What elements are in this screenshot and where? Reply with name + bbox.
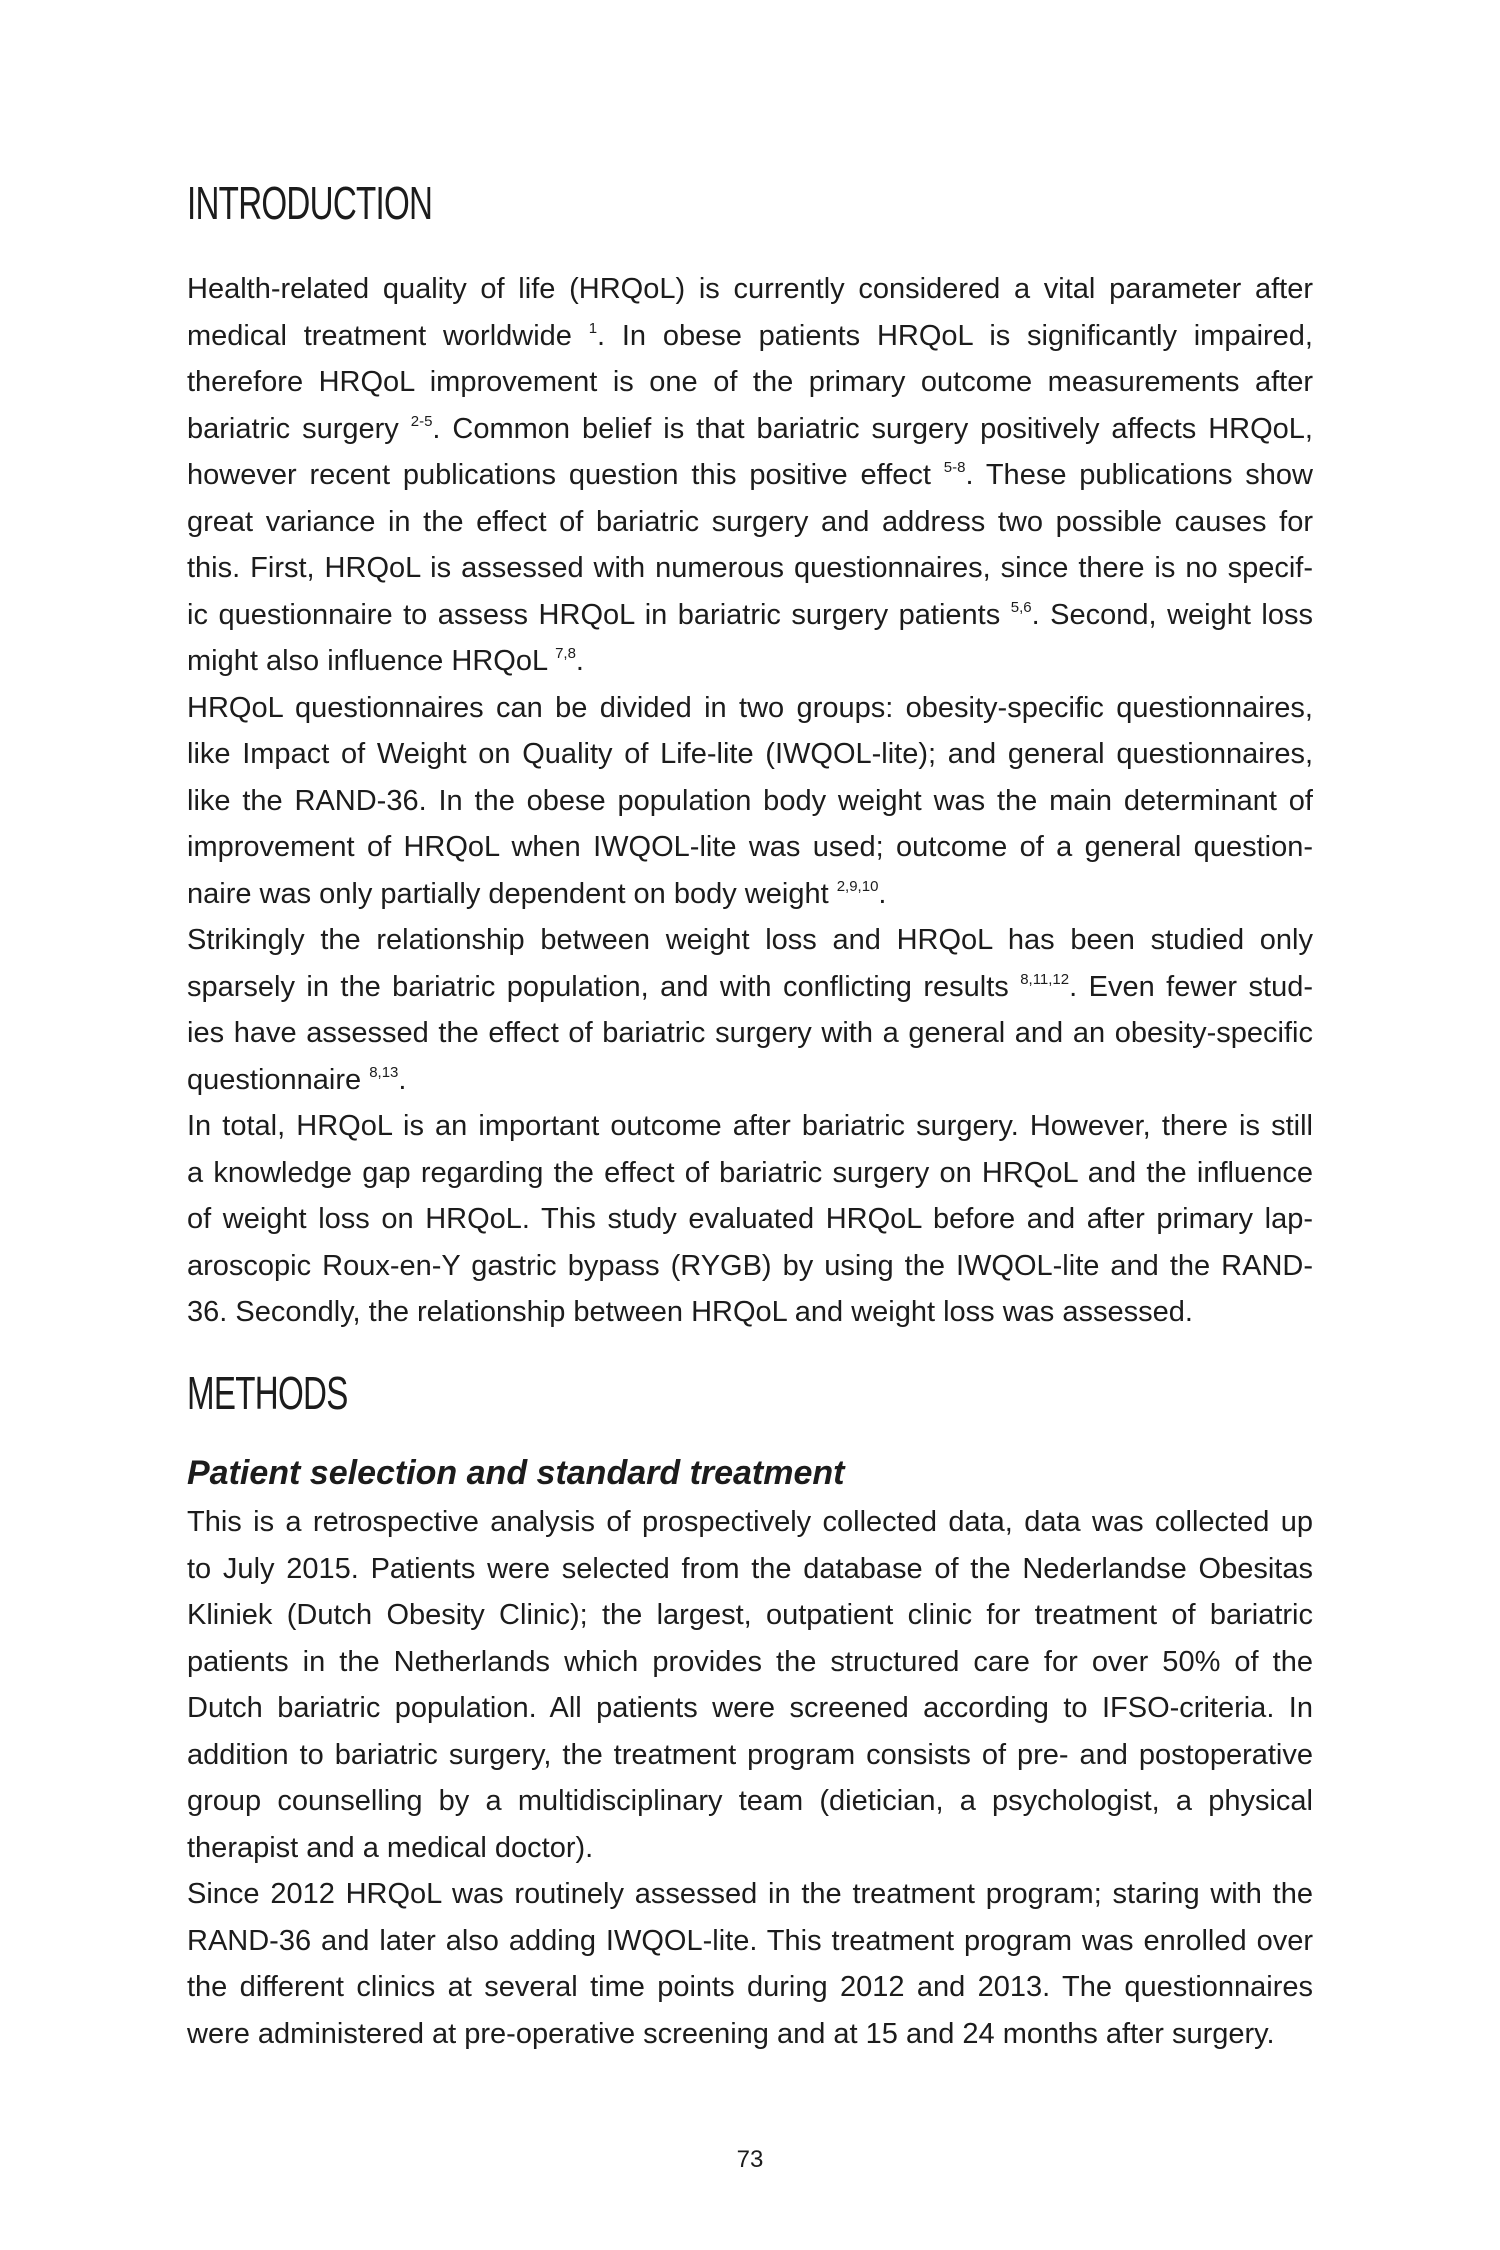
text-line — [187, 1057, 1313, 1104]
text-run: to July 2015. Patients were selected from the database of the Nederlandse Obesitas — [187, 1552, 1313, 1585]
text-run: RAND-36 and later also adding IWQOL-lite. This treatment program was enrolled over — [187, 1924, 1313, 1957]
text-run: improvement of HRQoL when IWQOL-lite was used; outcome of a general question- — [187, 831, 1313, 863]
text-line — [187, 1964, 1313, 2011]
introduction-body — [187, 266, 1313, 1336]
text-line — [187, 313, 1313, 360]
text-line — [187, 1685, 1313, 1732]
introduction-heading: INTRODUCTION — [187, 177, 433, 229]
text-run: . Even fewer stud- — [1069, 970, 1313, 1003]
text-run: . In obese patients HRQoL is significantly impaired, — [597, 319, 1313, 352]
text-run: bariatric surgery — [187, 412, 411, 445]
text-run: Since 2012 HRQoL was routinely assessed in the treatment program; staring with the — [187, 1878, 1313, 1910]
text-run: medical treatment worldwide — [187, 319, 589, 352]
text-run: patients in the Netherlands which provides the structured care for over 50% of the — [187, 1645, 1313, 1678]
text-line — [187, 871, 1313, 918]
text-run: HRQoL questionnaires can be divided in two groups: obesity-specific questionnaires, — [187, 691, 1313, 724]
text-run: . — [878, 877, 887, 910]
text-run: a knowledge gap regarding the effect of bariatric surgery on HRQoL and the influence — [187, 1156, 1313, 1189]
text-run: questionnaire — [187, 1063, 370, 1096]
text-run: the different clinics at several time points during 2012 and 2013. The questionnaires — [187, 1971, 1313, 2003]
text-run: ic questionnaire to assess HRQoL in bariatric surgery patients — [187, 598, 1011, 631]
text-line — [187, 266, 1313, 313]
text-line — [187, 1103, 1313, 1150]
text-line — [187, 1639, 1313, 1686]
text-line — [187, 685, 1313, 732]
text-run: this. First, HRQoL is assessed with numerous questionnaires, since there is no specif- — [187, 552, 1313, 584]
text-line — [187, 1592, 1313, 1639]
text-line — [187, 499, 1313, 546]
text-run: 36. Secondly, the relationship between HRQoL and weight loss was assessed. — [187, 1296, 1193, 1328]
text-run: great variance in the effect of bariatric surgery and address two possible causes for — [187, 505, 1313, 538]
text-line — [187, 917, 1313, 964]
citation-superscript: 2,9,10 — [836, 877, 879, 895]
citation-superscript: 1 — [588, 319, 598, 337]
text-run: addition to bariatric surgery, the treatment program consists of pre- and postoperative — [187, 1738, 1313, 1771]
text-run: In total, HRQoL is an important outcome after bariatric surgery. However, there is still — [187, 1110, 1313, 1142]
citation-superscript: 2-5 — [410, 412, 433, 430]
text-run: . — [575, 645, 584, 677]
text-run: therefore HRQoL improvement is one of the primary outcome measurements after — [187, 366, 1313, 398]
text-line — [187, 1196, 1313, 1243]
text-run: naire was only partially dependent on body weight — [187, 877, 837, 910]
text-run: might also influence HRQoL — [187, 645, 556, 677]
text-run: . Second, weight loss — [1031, 598, 1313, 631]
text-line — [187, 545, 1313, 592]
text-line — [187, 1499, 1313, 1546]
text-run: of weight loss on HRQoL. This study evaluated HRQoL before and after primary lap- — [187, 1203, 1313, 1235]
text-line — [187, 1732, 1313, 1779]
text-line — [187, 1150, 1313, 1197]
patient-selection-subheading: Patient selection and standard treatment — [187, 1454, 845, 1492]
text-line — [187, 1825, 1313, 1872]
text-run: Strikingly the relationship between weight loss and HRQoL has been studied only — [187, 924, 1313, 956]
methods-body — [187, 1499, 1313, 2057]
text-line — [187, 452, 1313, 499]
citation-superscript: 5-8 — [943, 459, 966, 476]
text-line — [187, 1010, 1313, 1057]
text-run: group counselling by a multidisciplinary team (dietician, a psychologist, a physical — [187, 1785, 1313, 1817]
text-run: sparsely in the bariatric population, and with conflicting results — [187, 970, 1021, 1003]
text-line — [187, 1243, 1313, 1290]
text-run: like Impact of Weight on Quality of Life-lite (IWQOL-lite); and general questionnaires, — [187, 738, 1313, 770]
text-line — [187, 1546, 1313, 1593]
text-line — [187, 778, 1313, 825]
text-line — [187, 406, 1313, 453]
citation-superscript: 7,8 — [555, 645, 576, 662]
text-run: aroscopic Roux-en-Y gastric bypass (RYGB) by using the IWQOL-lite and the RAND- — [187, 1249, 1313, 1282]
text-run: therapist and a medical doctor). — [187, 1831, 594, 1864]
text-line — [187, 964, 1313, 1011]
text-run: however recent publications question this positive effect — [187, 459, 944, 491]
text-line — [187, 1778, 1313, 1825]
page-number: 73 — [736, 2146, 764, 2173]
text-run: Dutch bariatric population. All patients were screened according to IFSO-criteria. In — [187, 1692, 1313, 1724]
citation-superscript: 5,6 — [1010, 598, 1032, 616]
text-run: This is a retrospective analysis of prospectively collected data, data was collected up — [187, 1506, 1313, 1538]
text-run: like the RAND-36. In the obese population body weight was the main determinant of — [187, 784, 1313, 817]
text-line — [187, 731, 1313, 778]
text-run: Kliniek (Dutch Obesity Clinic); the largest, outpatient clinic for treatment of bariatric — [187, 1599, 1313, 1631]
text-line — [187, 1918, 1313, 1965]
text-run: ies have assessed the effect of bariatric surgery with a general and an obesity-specific — [187, 1017, 1313, 1049]
text-line — [187, 638, 1313, 685]
text-line — [187, 359, 1313, 406]
text-line — [187, 1871, 1313, 1918]
text-line — [187, 824, 1313, 871]
citation-superscript: 8,13 — [369, 1063, 399, 1081]
text-line — [187, 592, 1313, 639]
text-run: Health-related quality of life (HRQoL) is currently considered a vital parameter after — [187, 273, 1313, 305]
text-line — [187, 1289, 1313, 1336]
text-line — [187, 2011, 1313, 2058]
methods-heading: METHODS — [187, 1367, 348, 1419]
citation-superscript: 8,11,12 — [1020, 970, 1070, 988]
text-run: were administered at pre-operative screening and at 15 and 24 months after surgery. — [187, 2017, 1275, 2050]
text-run: . These publications show — [965, 459, 1313, 491]
text-run: . — [398, 1063, 407, 1096]
text-run: . Common belief is that bariatric surgery positively affects HRQoL, — [432, 412, 1313, 445]
